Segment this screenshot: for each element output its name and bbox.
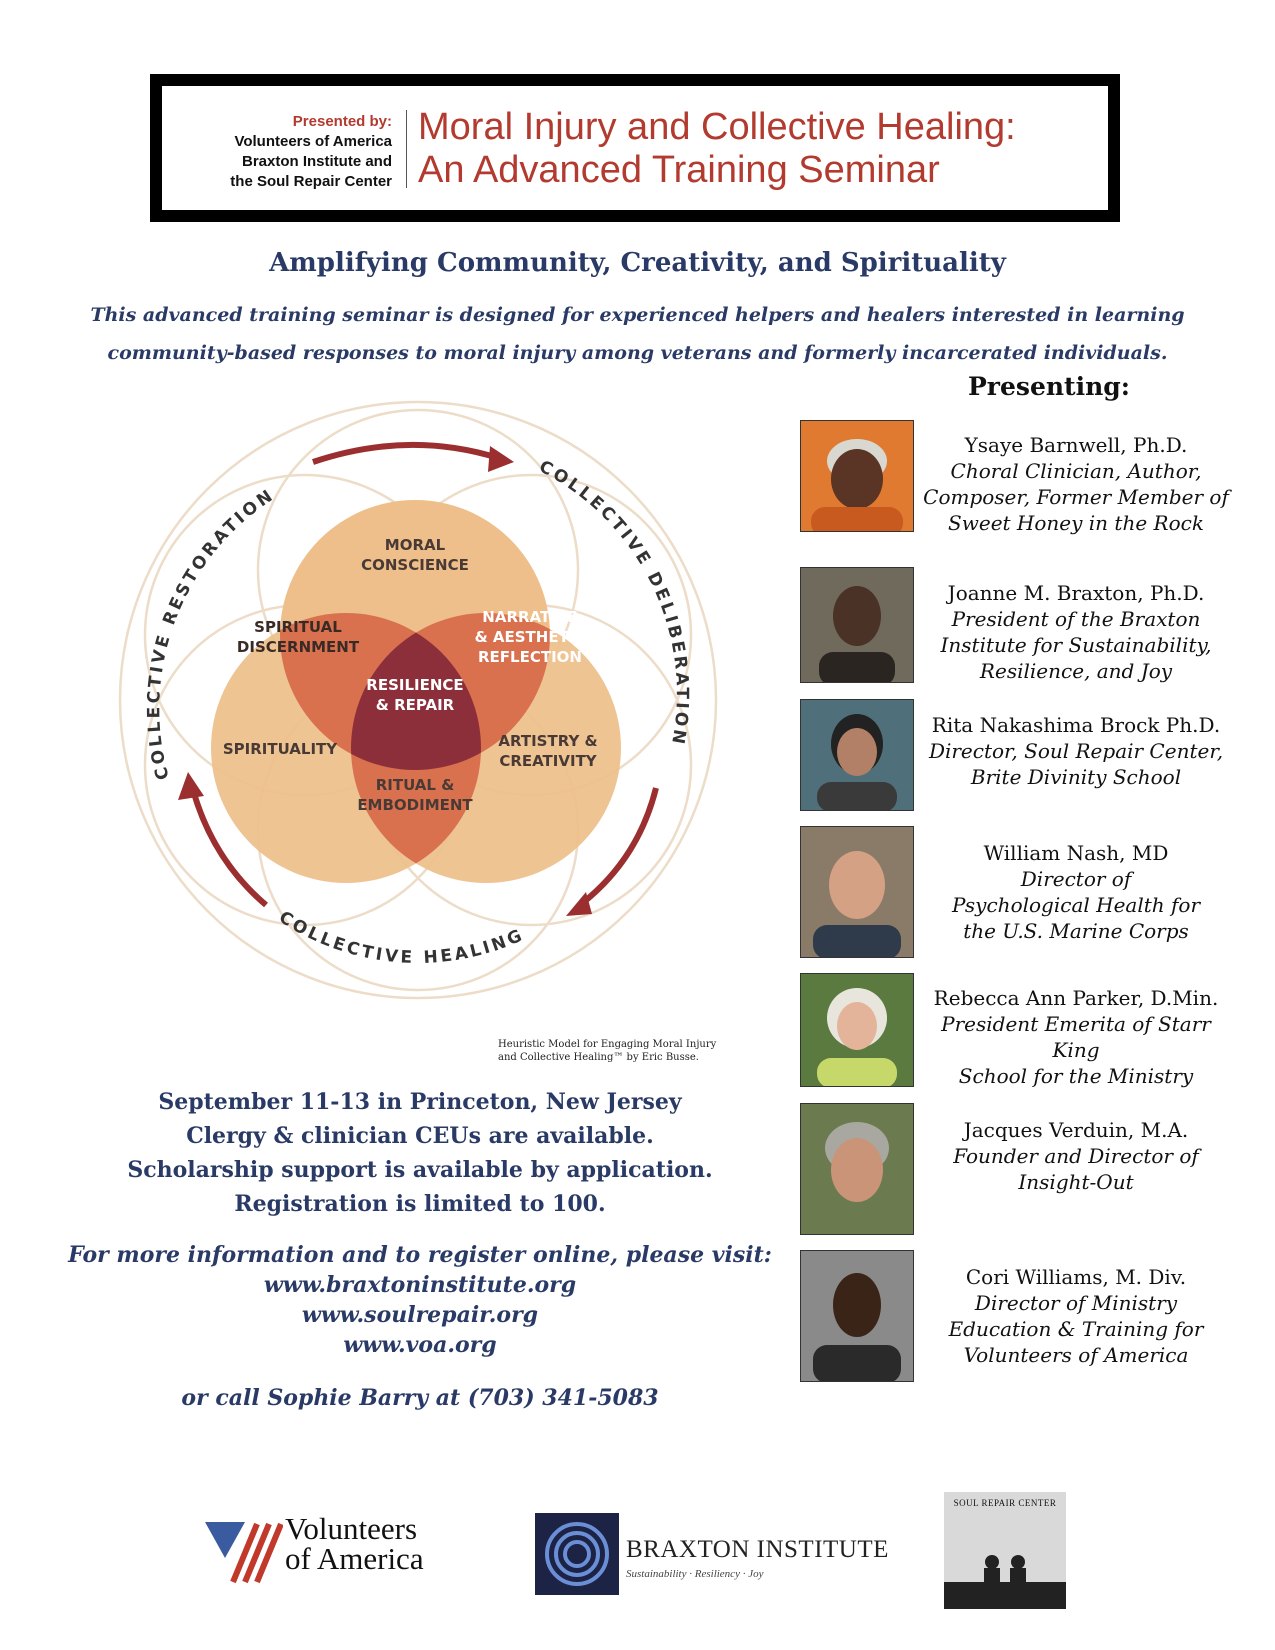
diagram-caption (498, 1038, 716, 1064)
presenter-role: Founder and Director of (953, 1144, 1199, 1168)
presenter-role: Resilience, and Joy (979, 659, 1173, 683)
event-details (0, 1085, 840, 1221)
label-artistry-1: ARTISTRY & (498, 732, 598, 750)
label-spiritual-discernment-1: SPIRITUAL (254, 618, 342, 636)
braxton-logo-tagline: Sustainability · Resiliency · Joy (626, 1568, 764, 1580)
label-moral-conscience-2: CONSCIENCE (361, 556, 469, 574)
label-narrative-2: & AESTHETIC (474, 628, 586, 646)
portrait-avatar-icon (801, 568, 913, 682)
braxton-labyrinth-icon (535, 1513, 619, 1595)
label-spirituality: SPIRITUALITY (222, 740, 338, 758)
presenter-name: Rebecca Ann Parker, D.Min. (933, 986, 1219, 1010)
presenter-name: Ysaye Barnwell, Ph.D. (964, 433, 1188, 457)
intro-line-1: This advanced training seminar is designed for experienced helpers and healers interested in learning (90, 304, 1185, 326)
presenter-info (916, 712, 1236, 790)
presenter-role: Volunteers of America (963, 1343, 1189, 1367)
presenter-photo (800, 420, 914, 532)
presenter-photo (800, 1250, 914, 1382)
presenter-info (916, 432, 1236, 536)
presenter-role: Education & Training for (948, 1317, 1204, 1341)
event-date: September 11-13 in Princeton, New Jersey (158, 1089, 682, 1115)
link-voa[interactable]: www.voa.org (343, 1332, 497, 1358)
presenter-role: School for the Ministry (958, 1064, 1194, 1088)
presenter-role: Sweet Honey in the Rock (948, 511, 1204, 535)
label-resilience-2: & REPAIR (375, 696, 455, 714)
presenter-role: Director of Ministry (974, 1291, 1178, 1315)
label-collective-deliberation: COLLECTIVE DELIBERATION (535, 456, 692, 749)
label-artistry-2: CREATIVITY (499, 752, 597, 770)
presenter-info (916, 1264, 1236, 1368)
presenter-role: President Emerita of Starr King (941, 1012, 1211, 1062)
header-banner (150, 74, 1120, 222)
caption-line-1: Heuristic Model for Engaging Moral Injury (498, 1039, 717, 1050)
page-subtitle: Amplifying Community, Creativity, and Spirituality (269, 248, 1006, 278)
presenter-name: Jacques Verduin, M.A. (963, 1118, 1189, 1142)
presenter-name: Cori Williams, M. Div. (965, 1265, 1187, 1289)
portrait-avatar-icon (801, 1104, 913, 1234)
label-collective-healing: COLLECTIVE HEALING (275, 907, 528, 968)
voa-logo-icon (205, 1518, 283, 1586)
intro-text (0, 296, 1275, 372)
title-line-2: An Advanced Training Seminar (418, 149, 940, 191)
presenter-name: William Nash, MD (983, 841, 1169, 865)
presenter-role: Brite Divinity School (970, 765, 1182, 789)
portrait-avatar-icon (801, 421, 913, 531)
label-spiritual-discernment-2: DISCERNMENT (236, 638, 360, 656)
page-title (418, 106, 1016, 192)
soul-repair-logo-title: SOUL REPAIR CENTER (953, 1498, 1057, 1508)
link-soulrepair[interactable]: www.soulrepair.org (301, 1302, 539, 1328)
presenter-photo (800, 826, 914, 958)
presenter-role: the U.S. Marine Corps (963, 919, 1189, 943)
presenter-role: Director of (1020, 867, 1132, 891)
label-ritual-1: RITUAL & (375, 776, 455, 794)
portrait-avatar-icon (801, 827, 913, 957)
presenter-org: Braxton Institute and (241, 153, 392, 170)
event-registration-limit: Registration is limited to 100. (234, 1191, 606, 1217)
portrait-avatar-icon (801, 1251, 913, 1381)
braxton-logo-name: BRAXTON INSTITUTE (626, 1536, 889, 1563)
intro-line-2: community-based responses to moral injury among veterans and formerly incarcerated individuals. (107, 342, 1168, 364)
title-line-1: Moral Injury and Collective Healing: (418, 106, 1016, 148)
event-ceus: Clergy & clinician CEUs are available. (186, 1123, 654, 1149)
link-braxton[interactable]: www.braxtoninstitute.org (263, 1272, 577, 1298)
presenter-photo (800, 699, 914, 811)
presenter-name: Joanne M. Braxton, Ph.D. (947, 581, 1205, 605)
voa-line-1: Volunteers (285, 1511, 418, 1546)
presenter-info (916, 1117, 1236, 1195)
presenter-role: Psychological Health for (952, 893, 1200, 917)
contact-phone: or call Sophie Barry at (703) 341-5083 (181, 1385, 659, 1411)
presenter-role: Insight-Out (1018, 1170, 1134, 1194)
label-ritual-2: EMBODIMENT (357, 796, 473, 814)
voa-logo-text (285, 1511, 424, 1576)
label-narrative-3: REFLECTION (478, 648, 582, 666)
presenter-org: the Soul Repair Center (230, 173, 392, 190)
label-moral-conscience-1: MORAL (384, 536, 446, 554)
soldiers-silhouette-icon (944, 1492, 1066, 1609)
soul-repair-logo (944, 1492, 1066, 1609)
presenter-photo (800, 567, 914, 683)
presenter-photo (800, 1103, 914, 1235)
more-info-lead: For more information and to register online, please visit: (68, 1242, 772, 1268)
healing-model-diagram (118, 400, 728, 1000)
voa-line-2: of America (285, 1541, 424, 1576)
presenter-role: Composer, Former Member of (923, 485, 1229, 509)
caption-line-2: and Collective Healing™ by Eric Busse. (498, 1052, 699, 1063)
presenter-info (916, 840, 1236, 944)
label-narrative-1: NARRATIVE (482, 608, 578, 626)
presenter-role: Director, Soul Repair Center, (928, 739, 1224, 763)
presenter-role: President of the Braxton (951, 607, 1201, 631)
more-info (0, 1240, 840, 1360)
header-divider (406, 110, 407, 188)
presenter-org: Volunteers of America (234, 133, 392, 150)
presenter-photo (800, 973, 914, 1087)
portrait-avatar-icon (801, 700, 913, 810)
presenter-name: Rita Nakashima Brock Ph.D. (931, 713, 1221, 737)
presenting-heading: Presenting: (968, 372, 1130, 401)
presenter-role: Institute for Sustainability, (940, 633, 1212, 657)
presenter-info (916, 580, 1236, 684)
presented-by-label: Presented by: (292, 113, 392, 130)
label-collective-restoration: COLLECTIVE RESTORATION (144, 484, 279, 782)
presenter-info (916, 985, 1236, 1089)
presenter-role: Choral Clinician, Author, (950, 459, 1202, 483)
header-inner (162, 86, 1108, 210)
label-resilience-1: RESILIENCE (366, 676, 464, 694)
presented-by-block (182, 112, 392, 192)
event-scholarship: Scholarship support is available by application. (127, 1157, 713, 1183)
portrait-avatar-icon (801, 974, 913, 1086)
